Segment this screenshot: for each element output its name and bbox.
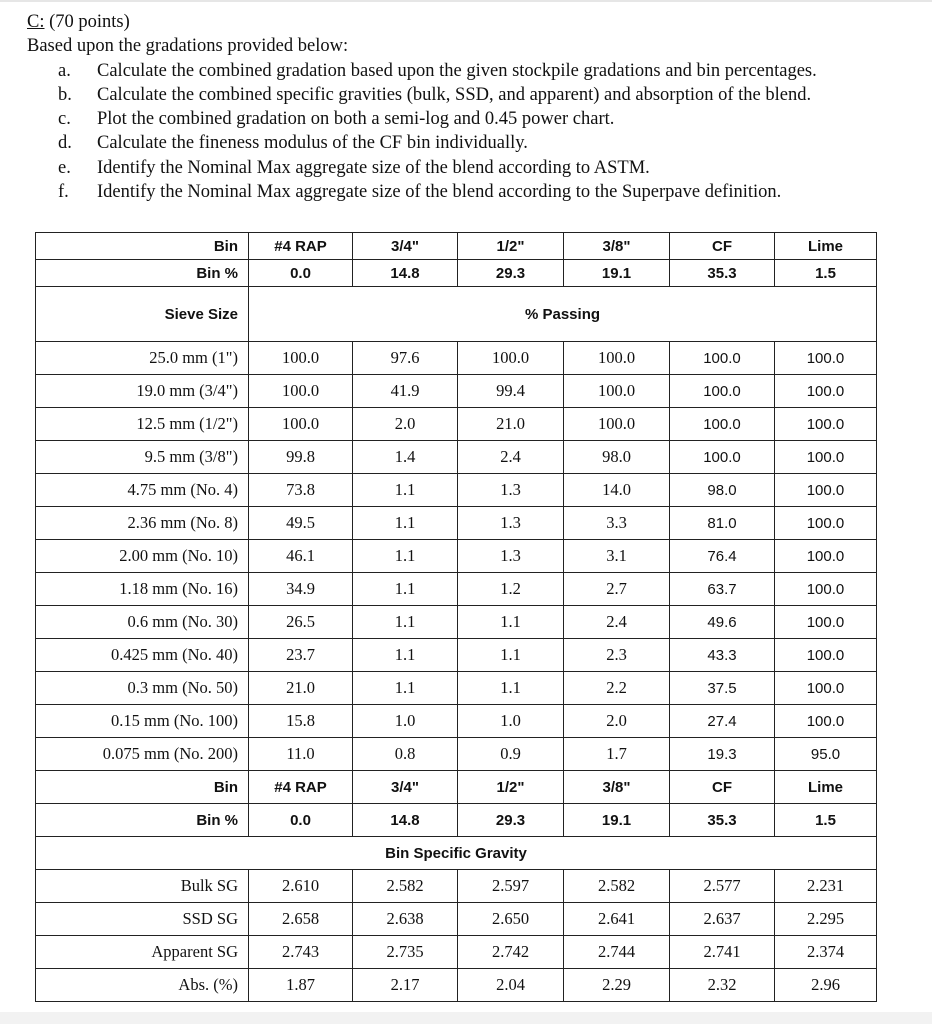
bin-percent-value: 35.3 bbox=[670, 804, 775, 837]
percent-passing-value: 1.1 bbox=[353, 606, 458, 639]
specific-gravity-value: 2.637 bbox=[670, 903, 775, 936]
specific-gravity-value: 2.96 bbox=[775, 969, 877, 1002]
sieve-size: 4.75 mm (No. 4) bbox=[36, 474, 249, 507]
bin-percent-value: 19.1 bbox=[564, 804, 670, 837]
percent-passing-value: 100.0 bbox=[458, 342, 564, 375]
percent-passing-value: 11.0 bbox=[249, 738, 353, 771]
percent-passing-value: 21.0 bbox=[249, 672, 353, 705]
sieve-size: 1.18 mm (No. 16) bbox=[36, 573, 249, 606]
sieve-header-row bbox=[36, 287, 877, 342]
specific-gravity-row bbox=[36, 936, 877, 969]
percent-passing-value: 100.0 bbox=[775, 441, 877, 474]
bin-label: Bin bbox=[36, 233, 249, 260]
question-item bbox=[27, 180, 817, 204]
bin-percent-value: 14.8 bbox=[353, 804, 458, 837]
percent-passing-value: 2.4 bbox=[458, 441, 564, 474]
percent-passing-value: 2.0 bbox=[564, 705, 670, 738]
sieve-size: 0.15 mm (No. 100) bbox=[36, 705, 249, 738]
specific-gravity-label: SSD SG bbox=[36, 903, 249, 936]
percent-passing-value: 100.0 bbox=[249, 408, 353, 441]
specific-gravity-value: 2.597 bbox=[458, 870, 564, 903]
percent-passing-value: 76.4 bbox=[670, 540, 775, 573]
percent-passing-value: 100.0 bbox=[775, 540, 877, 573]
percent-passing-value: 26.5 bbox=[249, 606, 353, 639]
bin-percent-label: Bin % bbox=[36, 804, 249, 837]
specific-gravity-label: Bulk SG bbox=[36, 870, 249, 903]
question-item bbox=[27, 107, 817, 131]
specific-gravity-value: 2.742 bbox=[458, 936, 564, 969]
question-item-text: Identify the Nominal Max aggregate size of the blend according to ASTM. bbox=[97, 157, 650, 178]
specific-gravity-label: Abs. (%) bbox=[36, 969, 249, 1002]
question-item-text: Calculate the combined specific gravities (bulk, SSD, and apparent) and absorption of the blend. bbox=[97, 84, 812, 105]
percent-passing-value: 1.1 bbox=[353, 540, 458, 573]
percent-passing-value: 100.0 bbox=[775, 474, 877, 507]
sieve-size: 0.3 mm (No. 50) bbox=[36, 672, 249, 705]
specific-gravity-value: 2.658 bbox=[249, 903, 353, 936]
bin-name: 3/4" bbox=[353, 771, 458, 804]
question-item bbox=[27, 131, 817, 155]
sieve-size-label: Sieve Size bbox=[36, 287, 249, 342]
question-item bbox=[27, 156, 817, 180]
percent-passing-value: 1.1 bbox=[353, 507, 458, 540]
specific-gravity-row bbox=[36, 903, 877, 936]
question-label: C: bbox=[27, 12, 45, 32]
question-intro: Based upon the gradations provided below: bbox=[27, 36, 349, 57]
percent-passing-value: 2.3 bbox=[564, 639, 670, 672]
percent-passing-value: 100.0 bbox=[775, 507, 877, 540]
bin-percent-value: 29.3 bbox=[458, 804, 564, 837]
bin-percent-value: 1.5 bbox=[775, 260, 877, 287]
percent-passing-value: 100.0 bbox=[670, 342, 775, 375]
percent-passing-value: 34.9 bbox=[249, 573, 353, 606]
specific-gravity-value: 2.638 bbox=[353, 903, 458, 936]
question-item-letter: f. bbox=[58, 182, 69, 203]
percent-passing-value: 23.7 bbox=[249, 639, 353, 672]
question-points: (70 points) bbox=[49, 12, 130, 32]
bin-percent-value: 35.3 bbox=[670, 260, 775, 287]
bin-name: 3/4" bbox=[353, 233, 458, 260]
specific-gravity-label: Apparent SG bbox=[36, 936, 249, 969]
gradation-row bbox=[36, 507, 877, 540]
question-item bbox=[27, 83, 817, 107]
bin-percent-repeat-row bbox=[36, 804, 877, 837]
percent-passing-value: 46.1 bbox=[249, 540, 353, 573]
percent-passing-value: 19.3 bbox=[670, 738, 775, 771]
specific-gravity-value: 2.650 bbox=[458, 903, 564, 936]
specific-gravity-row bbox=[36, 969, 877, 1002]
top-border bbox=[0, 0, 932, 2]
percent-passing-label: % Passing bbox=[249, 287, 877, 342]
percent-passing-value: 15.8 bbox=[249, 705, 353, 738]
specific-gravity-value: 2.04 bbox=[458, 969, 564, 1002]
bin-percent-value: 1.5 bbox=[775, 804, 877, 837]
bin-percent-label: Bin % bbox=[36, 260, 249, 287]
percent-passing-value: 100.0 bbox=[249, 375, 353, 408]
gradation-row bbox=[36, 738, 877, 771]
percent-passing-value: 100.0 bbox=[564, 342, 670, 375]
bin-name: CF bbox=[670, 233, 775, 260]
gradation-row bbox=[36, 342, 877, 375]
percent-passing-value: 100.0 bbox=[775, 342, 877, 375]
percent-passing-value: 100.0 bbox=[670, 408, 775, 441]
percent-passing-value: 1.3 bbox=[458, 507, 564, 540]
bin-name: #4 RAP bbox=[249, 233, 353, 260]
percent-passing-value: 14.0 bbox=[564, 474, 670, 507]
percent-passing-value: 1.1 bbox=[353, 639, 458, 672]
bin-name: CF bbox=[670, 771, 775, 804]
gradation-row bbox=[36, 705, 877, 738]
percent-passing-value: 1.3 bbox=[458, 540, 564, 573]
percent-passing-value: 3.1 bbox=[564, 540, 670, 573]
sieve-size: 9.5 mm (3/8") bbox=[36, 441, 249, 474]
percent-passing-value: 100.0 bbox=[564, 408, 670, 441]
percent-passing-value: 73.8 bbox=[249, 474, 353, 507]
bin-name: Lime bbox=[775, 771, 877, 804]
bin-percent-row bbox=[36, 260, 877, 287]
percent-passing-value: 0.8 bbox=[353, 738, 458, 771]
percent-passing-value: 100.0 bbox=[775, 408, 877, 441]
percent-passing-value: 1.0 bbox=[458, 705, 564, 738]
percent-passing-value: 100.0 bbox=[775, 672, 877, 705]
percent-passing-value: 27.4 bbox=[670, 705, 775, 738]
percent-passing-value: 1.1 bbox=[458, 606, 564, 639]
percent-passing-value: 43.3 bbox=[670, 639, 775, 672]
percent-passing-value: 99.8 bbox=[249, 441, 353, 474]
question-item bbox=[27, 59, 817, 83]
question-item-text: Plot the combined gradation on both a semi-log and 0.45 power chart. bbox=[97, 109, 615, 130]
gradation-row bbox=[36, 540, 877, 573]
gradation-row bbox=[36, 573, 877, 606]
percent-passing-value: 37.5 bbox=[670, 672, 775, 705]
bin-repeat-row bbox=[36, 771, 877, 804]
percent-passing-value: 1.1 bbox=[458, 672, 564, 705]
percent-passing-value: 1.1 bbox=[353, 474, 458, 507]
sieve-size: 2.36 mm (No. 8) bbox=[36, 507, 249, 540]
bin-name: 1/2" bbox=[458, 233, 564, 260]
specific-gravity-value: 2.32 bbox=[670, 969, 775, 1002]
specific-gravity-value: 2.577 bbox=[670, 870, 775, 903]
bin-label: Bin bbox=[36, 771, 249, 804]
question-item-text: Calculate the fineness modulus of the CF bin individually. bbox=[97, 133, 528, 154]
percent-passing-value: 100.0 bbox=[775, 375, 877, 408]
percent-passing-value: 49.6 bbox=[670, 606, 775, 639]
percent-passing-value: 49.5 bbox=[249, 507, 353, 540]
percent-passing-value: 100.0 bbox=[775, 606, 877, 639]
percent-passing-value: 100.0 bbox=[775, 639, 877, 672]
question-item-letter: d. bbox=[58, 133, 72, 154]
gradation-row bbox=[36, 441, 877, 474]
percent-passing-value: 95.0 bbox=[775, 738, 877, 771]
bin-percent-value: 29.3 bbox=[458, 260, 564, 287]
specific-gravity-title-row bbox=[36, 837, 877, 870]
percent-passing-value: 100.0 bbox=[564, 375, 670, 408]
percent-passing-value: 1.1 bbox=[353, 573, 458, 606]
specific-gravity-value: 2.17 bbox=[353, 969, 458, 1002]
question-items bbox=[27, 59, 817, 205]
specific-gravity-value: 2.744 bbox=[564, 936, 670, 969]
specific-gravity-row bbox=[36, 870, 877, 903]
percent-passing-value: 1.4 bbox=[353, 441, 458, 474]
gradation-row bbox=[36, 606, 877, 639]
bin-header-row bbox=[36, 233, 877, 260]
specific-gravity-value: 2.741 bbox=[670, 936, 775, 969]
bin-name: 1/2" bbox=[458, 771, 564, 804]
percent-passing-value: 1.3 bbox=[458, 474, 564, 507]
gradation-row bbox=[36, 639, 877, 672]
bin-percent-value: 14.8 bbox=[353, 260, 458, 287]
percent-passing-value: 21.0 bbox=[458, 408, 564, 441]
specific-gravity-value: 2.231 bbox=[775, 870, 877, 903]
specific-gravity-value: 2.29 bbox=[564, 969, 670, 1002]
specific-gravity-title: Bin Specific Gravity bbox=[36, 837, 877, 870]
question-item-text: Identify the Nominal Max aggregate size of the blend according to the Superpave definition. bbox=[97, 182, 782, 203]
percent-passing-value: 1.0 bbox=[353, 705, 458, 738]
percent-passing-value: 3.3 bbox=[564, 507, 670, 540]
bin-name: 3/8" bbox=[564, 233, 670, 260]
sieve-size: 19.0 mm (3/4") bbox=[36, 375, 249, 408]
percent-passing-value: 98.0 bbox=[564, 441, 670, 474]
percent-passing-value: 100.0 bbox=[249, 342, 353, 375]
specific-gravity-value: 2.295 bbox=[775, 903, 877, 936]
sieve-size: 12.5 mm (1/2") bbox=[36, 408, 249, 441]
bin-percent-value: 0.0 bbox=[249, 804, 353, 837]
percent-passing-value: 0.9 bbox=[458, 738, 564, 771]
bin-percent-value: 19.1 bbox=[564, 260, 670, 287]
specific-gravity-value: 2.735 bbox=[353, 936, 458, 969]
percent-passing-value: 2.0 bbox=[353, 408, 458, 441]
percent-passing-value: 1.1 bbox=[458, 639, 564, 672]
percent-passing-value: 1.7 bbox=[564, 738, 670, 771]
percent-passing-value: 2.2 bbox=[564, 672, 670, 705]
percent-passing-value: 1.2 bbox=[458, 573, 564, 606]
percent-passing-value: 2.4 bbox=[564, 606, 670, 639]
gradation-row bbox=[36, 408, 877, 441]
specific-gravity-value: 1.87 bbox=[249, 969, 353, 1002]
sieve-size: 0.075 mm (No. 200) bbox=[36, 738, 249, 771]
percent-passing-value: 63.7 bbox=[670, 573, 775, 606]
percent-passing-value: 100.0 bbox=[775, 705, 877, 738]
bottom-band bbox=[0, 1012, 932, 1024]
gradation-row bbox=[36, 375, 877, 408]
gradation-row bbox=[36, 672, 877, 705]
specific-gravity-value: 2.374 bbox=[775, 936, 877, 969]
question-header bbox=[27, 10, 817, 34]
percent-passing-value: 41.9 bbox=[353, 375, 458, 408]
specific-gravity-value: 2.582 bbox=[353, 870, 458, 903]
question-item-letter: c. bbox=[58, 109, 71, 130]
percent-passing-value: 97.6 bbox=[353, 342, 458, 375]
percent-passing-value: 99.4 bbox=[458, 375, 564, 408]
percent-passing-value: 2.7 bbox=[564, 573, 670, 606]
percent-passing-value: 100.0 bbox=[670, 375, 775, 408]
sieve-size: 25.0 mm (1") bbox=[36, 342, 249, 375]
bin-name: 3/8" bbox=[564, 771, 670, 804]
gradation-table bbox=[35, 232, 877, 1002]
percent-passing-value: 100.0 bbox=[775, 573, 877, 606]
specific-gravity-value: 2.743 bbox=[249, 936, 353, 969]
bin-name: #4 RAP bbox=[249, 771, 353, 804]
bin-percent-value: 0.0 bbox=[249, 260, 353, 287]
sieve-size: 0.425 mm (No. 40) bbox=[36, 639, 249, 672]
sieve-size: 0.6 mm (No. 30) bbox=[36, 606, 249, 639]
specific-gravity-value: 2.610 bbox=[249, 870, 353, 903]
question-item-letter: b. bbox=[58, 84, 72, 105]
question-item-letter: e. bbox=[58, 157, 71, 178]
sieve-size: 2.00 mm (No. 10) bbox=[36, 540, 249, 573]
percent-passing-value: 1.1 bbox=[353, 672, 458, 705]
question-item-letter: a. bbox=[58, 60, 71, 81]
bin-name: Lime bbox=[775, 233, 877, 260]
percent-passing-value: 100.0 bbox=[670, 441, 775, 474]
specific-gravity-value: 2.641 bbox=[564, 903, 670, 936]
percent-passing-value: 81.0 bbox=[670, 507, 775, 540]
question-item-text: Calculate the combined gradation based upon the given stockpile gradations and bin percentages. bbox=[97, 60, 817, 81]
specific-gravity-value: 2.582 bbox=[564, 870, 670, 903]
question-block bbox=[27, 10, 817, 204]
percent-passing-value: 98.0 bbox=[670, 474, 775, 507]
gradation-row bbox=[36, 474, 877, 507]
